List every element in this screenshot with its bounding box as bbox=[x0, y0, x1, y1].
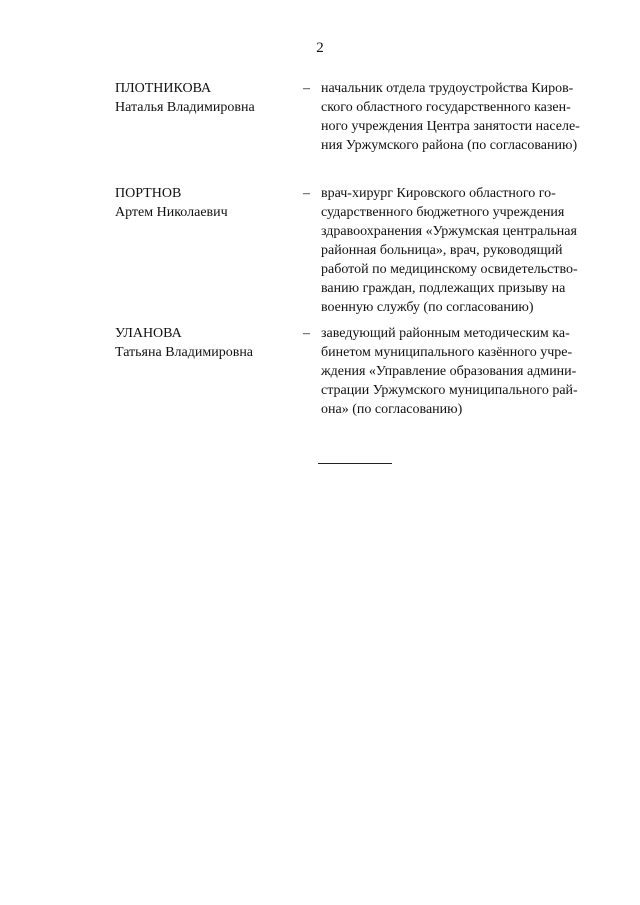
member-entry bbox=[115, 79, 600, 155]
member-description: начальник отдела трудоустройства Киров- ского областного государственного казен- ного учреждения Центра занятости населе- ния Уржумского района (по согласованию) bbox=[321, 81, 580, 153]
member-given-names: Наталья Владимировна bbox=[115, 100, 255, 115]
member-description: врач-хирург Кировского областного го- сударственного бюджетного учреждения здравоохранения «Уржумская центральная районная больница», врач, руководящий работой по медицинскому освидетельство- ванию граждан, подлежащих призыву на военную службу (по согласованию) bbox=[321, 186, 578, 315]
member-surname: УЛАНОВА bbox=[115, 326, 182, 341]
page-number: 2 bbox=[316, 40, 324, 56]
dash-separator: – bbox=[303, 326, 310, 341]
member-name-block bbox=[115, 184, 303, 317]
member-surname: ПЛОТНИКОВА bbox=[115, 81, 212, 96]
member-given-names: Татьяна Владимировна bbox=[115, 345, 254, 360]
dash-separator: – bbox=[303, 81, 310, 96]
member-name-block bbox=[115, 79, 303, 155]
member-given-names: Артем Николаевич bbox=[115, 205, 228, 220]
closing-rule bbox=[318, 463, 392, 464]
member-entry bbox=[115, 324, 600, 419]
member-surname: ПОРТНОВ bbox=[115, 186, 182, 201]
member-entry bbox=[115, 184, 600, 317]
dash-separator: – bbox=[303, 186, 310, 201]
member-description: заведующий районным методическим ка- бинетом муниципального казённого учре- ждения «Управление образования админи- страции Уржумского муниципального рай- она» (по согласованию) bbox=[321, 326, 578, 417]
member-name-block bbox=[115, 324, 303, 419]
